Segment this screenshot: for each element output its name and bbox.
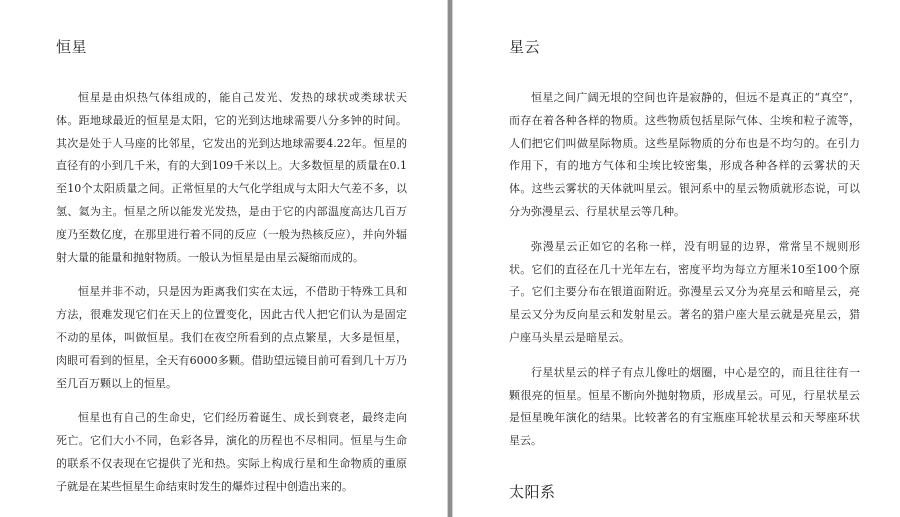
paragraph: 恒星是由炽热气体组成的，能自己发光、发热的球状或类球状天体。距地球最近的恒星是太阳，它的光到达地球需要八分多钟的时间。其次是处于人马座的比邻星，它发出的光到达地球需要4.22年。恒星的直径有的小到几千米，有的大到109千米以上。大多数恒星的质量在0.1至10个太阳质量之间。正常恒星的大气化学组成与太阳大气差不多，以氢、氦为主。恒星之所以能发光发热，是由于它的内部温度高达几百万度乃至数亿度，在那里进行着不同的反应（一般为热核反应），并向外辐射大量的能量和抛射物质。一般认为恒星是由星云凝缩而成的。 bbox=[56, 91, 407, 264]
section-heading-nebula: 星云 bbox=[509, 38, 541, 56]
paragraph: 弥漫星云正如它的名称一样，没有明显的边界，常常呈不规则形状。它们的直径在几十光年左右，密度平均为每立方厘米10至100个原子。它们主要分布在银道面附近。弥漫星云又分为亮星云和暗星云，亮星云又分为反向星云和发射星云。著名的猎户座大星云就是亮星云，猎户座马头星云是暗星云。 bbox=[509, 239, 860, 344]
paragraph: 恒星之间广阔无垠的空间也许是寂静的，但远不是真正的“真空”，而存在着各种各样的物质。这些物质包括星际气体、尘埃和粒子流等，人们把它们叫做星际物质。这些星际物质的分布也是不均匀的。在引力作用下，有的地方气体和尘埃比较密集，形成各种各样的云雾状的天体。这些云雾状的天体就叫星云。银河系中的星云物质就形态说，可以分为弥漫星云、行星状星云等几种。 bbox=[509, 91, 860, 218]
left-page bbox=[0, 0, 448, 517]
section-heading-stars: 恒星 bbox=[56, 38, 88, 56]
right-page bbox=[452, 0, 900, 517]
section-heading-solar-system: 太阳系 bbox=[509, 482, 556, 501]
paragraph: 行星状星云的样子有点儿像吐的烟圈，中心是空的，而且往往有一颗很亮的恒星。恒星不断向外抛射物质，形成星云。可见，行星状星云是恒星晚年演化的结果。比较著名的有宝瓶座耳轮状星云和天琴座环状星云。 bbox=[509, 365, 860, 448]
paragraph: 恒星并非不动，只是因为距离我们实在太远，不借助于特殊工具和方法，很难发现它们在天上的位置变化，因此古代人把它们认为是固定不动的星体，叫做恒星。我们在夜空所看到的点点繁星，大多是恒星，肉眼可看到的恒星，全天有6000多颗。借助望远镜目前可看到几十万乃至几百万颗以上的恒星。 bbox=[56, 285, 407, 390]
paragraph: 恒星也有自己的生命史，它们经历着诞生、成长到衰老，最终走向死亡。它们大小不同，色彩各异，演化的历程也不尽相同。恒星与生命的联系不仅表现在它提供了光和热。实际上构成行星和生命物质的重原子就是在某些恒星生命结束时发生的爆炸过程中创造出来的。 bbox=[56, 411, 407, 493]
